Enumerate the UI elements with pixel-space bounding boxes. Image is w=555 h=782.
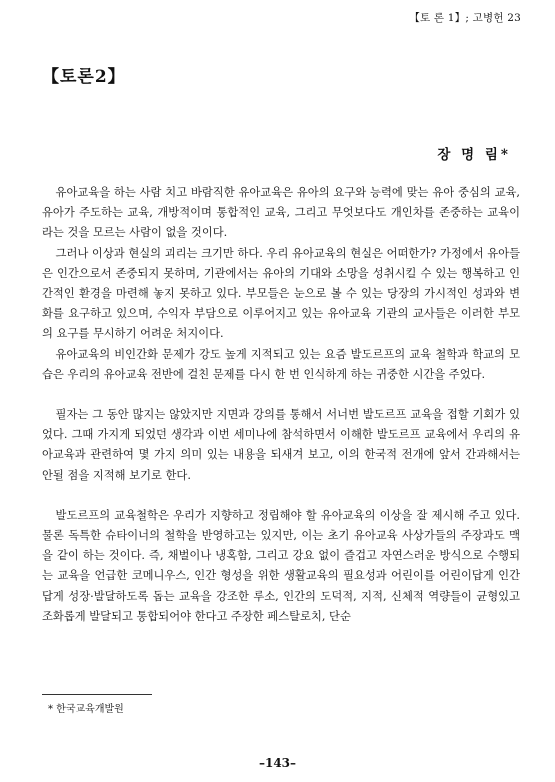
footnote-rule: [42, 694, 152, 695]
running-head: 【토 론 1】; 고병헌 23: [409, 12, 521, 24]
paragraph: 유아교육의 비인간화 문제가 강도 높게 지적되고 있는 요즘 발도르프의 교육 철학과 학교의 모습은 우리의 유아교육 전반에 걸친 문제를 다시 한 번 인식하게 하는 귀중한 시간을 주었다.: [42, 347, 520, 381]
author-name: 장 명 림*: [437, 147, 511, 163]
body-text: [42, 183, 520, 627]
footnote: * 한국교육개발원: [48, 704, 124, 715]
paragraph: 유아교육을 하는 사람 치고 바람직한 유아교육은 유아의 요구와 능력에 맞는 유아 중심의 교육, 유아가 주도하는 교육, 개방적이며 통합적인 교육, 그리고 무엇보다도 개인차를 존중하는 교육이라는 것을 모르는 사람이 없을 것이다.: [42, 186, 520, 240]
page-number: –143–: [258, 756, 297, 770]
paragraph: 발도르프의 교육철학은 우리가 지향하고 정립해야 할 유아교육의 이상을 잘 제시해 주고 있다. 물론 독특한 슈타이너의 철학을 반영하고는 있지만, 이는 초기 유아교육 사상가들의 주장과도 맥을 같이 하는 것이다. 즉, 채벌이나 냉혹함, 그리고 강요 없이 즐겁고 자연스러운 방식으로 수행되는 교육을 언급한 코메니우스, 인간 형성을 위한 생활교육의 필요성과 어린이를 어린이답게 인간답게 성장·발달하도록 돕는 교육을 강조한 루소, 인간의 도덕적, 지적, 신체적 역량들이 균형있고 조화롭게 발달되고 통합되어야 한다고 주장한 페스탈로치, 단순: [42, 508, 520, 623]
section-title: 【토론2】: [42, 67, 126, 87]
paragraph: 그러나 이상과 현실의 괴리는 크기만 하다. 우리 유아교육의 현실은 어떠한가? 가정에서 유아들은 인간으로서 존중되지 못하며, 기관에서는 유아의 기대와 소망을 성취시킬 수 있는 행복하고 인간적인 환경을 마련해 놓지 못하고 있다. 부모들은 눈으로 볼 수 있는 당장의 가시적인 성과와 변화를 요구하고 있으며, 수익자 부담으로 이루어지고 있는 유아교육 기관의 교사들은 이러한 부모의 요구를 무시하기 어려운 처지이다.: [42, 246, 520, 341]
paragraph: 필자는 그 동안 많지는 않았지만 지면과 강의를 통해서 서너번 발도르프 교육을 접할 기회가 있었다. 그때 가지게 되었던 생각과 이번 세미나에 참석하면서 이해한 발도르프 교육에서 우리의 유아교육과 관련하여 몇 가지 의미 있는 내용을 되새겨 보고, 이의 한국적 전개에 앞서 간과해서는 안될 점을 지적해 보기로 한다.: [42, 408, 520, 482]
